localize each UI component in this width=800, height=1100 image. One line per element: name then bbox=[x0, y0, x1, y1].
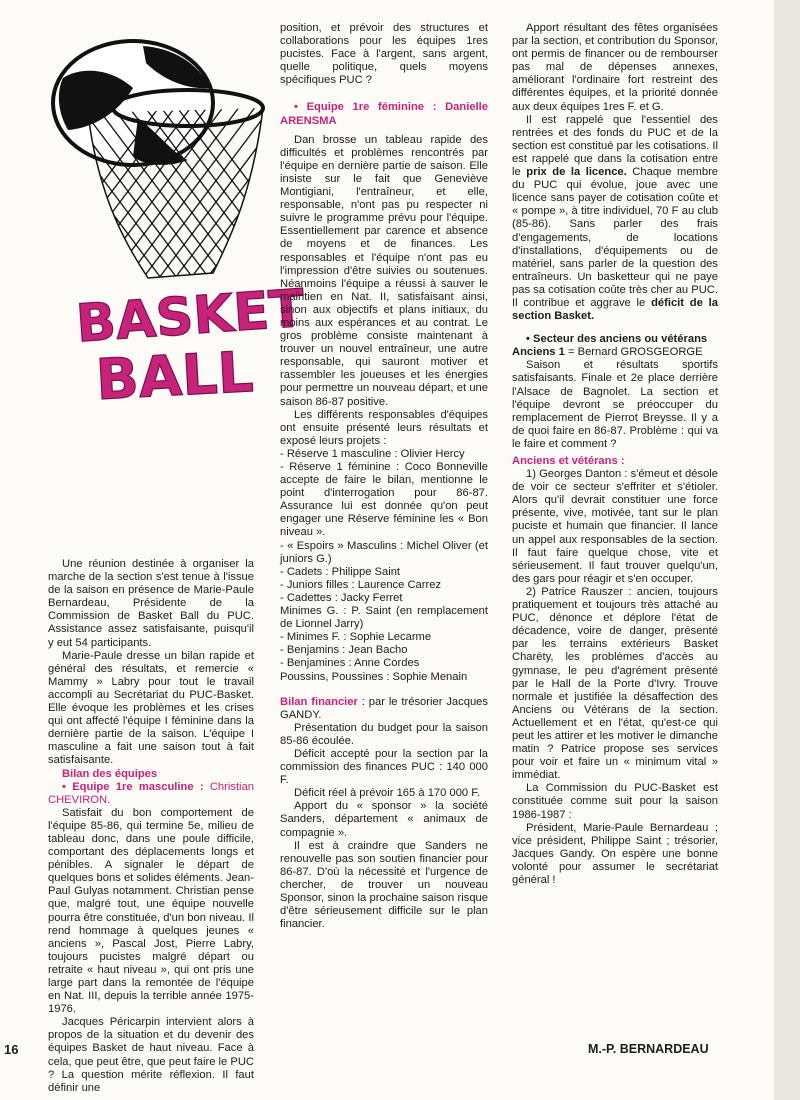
danton-paragraph: 1) Georges Danton : s'émeut et désole de voir ce secteur s'effriter et s'étioler. Alors qu'il devrait constituer une force présente, vive, motivée, tant sur le plan puciste et humain que financier. Il lance un appel aux responsables de la section. Il faut faire quelque chose, vite et sérieusement. Il faut trouver quelqu'un, des gars pour réagir et s'en occuper. bbox=[512, 468, 718, 585]
title-basket: BASKET bbox=[74, 278, 307, 355]
author-signature: M.-P. BERNARDEAU bbox=[588, 1042, 709, 1056]
commission-paragraph: La Commission du PUC-Basket est constituée comme suit pour la saison 1986-1987 : bbox=[512, 782, 718, 821]
list-item: Poussins, Poussines : Sophie Menain bbox=[280, 670, 468, 683]
sector-heading: • Secteur des anciens ou vétérans bbox=[526, 333, 708, 346]
page-number: 16 bbox=[4, 1042, 19, 1057]
list-item: - Cadettes : Jacky Ferret bbox=[280, 591, 403, 604]
column-3 bbox=[512, 22, 718, 887]
fem-report: Dan brosse un tableau rapide des difficultés et problèmes rencontrés par l'équipe en dernière partie de saison. Elle insiste sur le fait que Geneviève Montigiani, l'entraîneur, et elle, responsable, n'ont pas pu respecter ni suivre le programme prévu pour l'équipe. Essentiellement par carence et absence de moyens et de finances. Les responsables et l'équipe n'ont pas eu l'impression d'être suivies ou soutenues. Néanmoins l'équipe a réussi à sauver le maintien en Nat. II, satisfaisant ainsi, sinon aux objectifs et plans initiaux, du moins aux espérances et au contrat. Le gros problème consiste maintenant à trouver un nouvel entraîneur, une autre responsable, qui sauront motiver et rassembler les joueuses et les énergies pour permettre un nouveau départ, et une saison 86-87 positive. bbox=[280, 133, 488, 408]
list-item: - Cadets : Philippe Saint bbox=[280, 565, 401, 578]
list-item: - Réserve 1 féminine : Coco Bonneville accepte de faire le bilan, mentionne le point d'interrogation pour 86-87. Assurance lui est donnée qu'on peut engager une Réserve féminine les « Bon niveau ». bbox=[280, 461, 488, 539]
president-summary: Marie-Paule dresse un bilan rapide et général des résultats, et remercie « Mammy » Labry pour tout le travail accompli au Secrétariat du PUC-Basket. Elle évoque les problèmes et les crises qui ont affecté l'équipe I féminine dans la dernière partie de la saison. L'équipe I masculine a fait une saison tout à fait satisfaisante. bbox=[48, 649, 254, 767]
cotisation-paragraph: Il est rappelé que l'essentiel des rentrées et des fonds du PUC et de la section est constitué par les cotisations. Il est rappelé que dans la cotisation entre le prix de la licence. Chaque membre du PUC qui évolue, joue avec une licence sans payer de cotisation coûte et « pompe », à titre individuel, 70 F au club (85-86). Sans parler des frais d'engagements, de locations d'installations, d'équipements ou de matériel, sans parler de la question des entraîneurs. Un basketteur qui ne paye pas sa cotisation coûte très cher au PUC. Il contribue et aggrave le déficit de la section Basket. bbox=[512, 113, 719, 323]
team-leader-fem: Danielle ARENSMA bbox=[280, 101, 488, 127]
responsables-intro: Les différents responsables d'équipes ont ensuite présenté leurs résultats et exposé leurs projets : bbox=[280, 408, 488, 447]
section-heading-bilan: Bilan des équipes bbox=[62, 767, 158, 780]
list-item: - « Espoirs » Masculins : Michel Oliver (et juniors G.) bbox=[280, 539, 488, 565]
fin-paragraph: Déficit accepté pour la section par la commission des finances PUC : 140 000 F. bbox=[280, 747, 488, 787]
team-heading-masc: • Equipe 1re masculine : Christian CHEVIRON. bbox=[48, 780, 254, 806]
treasurer-line: : par le trésorier Jacques GANDY. bbox=[280, 695, 488, 721]
financial-heading: Bilan financier : par le trésorier Jacques GANDY. bbox=[280, 695, 488, 721]
team-list bbox=[280, 448, 488, 684]
list-item: - Benjamins : Jean Bacho bbox=[280, 644, 408, 657]
veterans-heading: Anciens et vétérans : bbox=[512, 455, 625, 467]
fin-paragraph: Déficit réel à prévoir 165 à 170 000 F. bbox=[294, 787, 480, 800]
list-item: - Réserve 1 masculine : Olivier Hercy bbox=[280, 447, 465, 460]
list-item: - Benjamines : Anne Cordes bbox=[280, 657, 420, 670]
column-2 bbox=[280, 22, 488, 931]
list-item: - Juniors filles : Laurence Carrez bbox=[280, 578, 442, 591]
anciens-1-report: Saison et résultats sportifs satisfaisants. Finale et 2e place derrière l'Alsace de Bagnolet. La section et l'équipe devront se préoccuper du remplacement de Pierrot Breysse. Il y a de quoi faire en 86-87. Problème : qui va le faire et comment ? bbox=[512, 359, 718, 450]
pericarpin-paragraph: Jacques Péricarpin intervient alors à propos de la situation et du devenir des équipes Basket de haut niveau. Face à cela, que peut être, que peut faire le PUC ? La question mérite réflexion. Il faut définir une bbox=[48, 1016, 254, 1094]
fin-paragraph: Il est à craindre que Sanders ne renouvelle pas son soutien financier pour 86-87. D'où la nécessité et l'urgence de chercher, de trouver un nouveau Sponsor, sinon la prochaine saison risque d'être sérieusement difficile sur le plan financier. bbox=[280, 839, 488, 931]
intro-paragraph: Une réunion destinée à organiser la marche de la section s'est tenue à l'issue de la saison en présence de Marie-Paule Bernardeau, Présidente de la Commission de Basket Ball du PUC. Assistance assez satisfaisante, puisqu'il y eut 54 participants. bbox=[48, 558, 254, 649]
title-ball: BALL bbox=[94, 340, 255, 414]
page-edge bbox=[774, 0, 800, 1100]
column-1 bbox=[48, 558, 254, 1095]
fin-paragraph: Apport du « sponsor » la société Sanders, département « animaux de compagnie ». bbox=[280, 800, 488, 839]
team-heading-fem: • Equipe 1re féminine : Danielle ARENSMA bbox=[280, 101, 488, 127]
anciens-1-line: Anciens 1 = Bernard GROSGEORGE bbox=[512, 346, 703, 359]
basketball-net-illustration bbox=[38, 18, 307, 448]
team-leader-masc: Christian CHEVIRON. bbox=[48, 780, 254, 806]
list-item: Minimes G. : P. Saint (en remplacement de Lionnel Jarry) bbox=[280, 605, 488, 631]
fetes-paragraph: Apport résultant des fêtes organisées par la section, et contribution du Sponsor, ont permis de financer ou de rembourser pas mal de dépenses annexes, améliorant l'ordinaire fort restreint des différentes équipes, et la priorité donnée aux deux équipes 1res F. et G. bbox=[512, 22, 718, 113]
list-item: - Minimes F. : Sophie Lecarme bbox=[280, 631, 432, 644]
rauszer-paragraph: 2) Patrice Rauszer : ancien, toujours pratiquement et toujours très attaché au PUC, dénonce et déplore l'état de décadence, voire de danger, présenté par les terrains extérieurs Basket Charéty, les problèmes d'accès au gymnase, le peu d'agrément présenté par le Hall de la Porte d'Ivry. Trouve normale et justifiée la désaffection des Anciens ou Vétérans de la section. Actuellement et en l'état, qu'est-ce qui peut les attirer et les motiver le dimanche matin ? Patrice propose ses services pour voir et faire un « minimum vital » immédiat. bbox=[512, 585, 718, 782]
masc-report: Satisfait du bon comportement de l'équipe 85-86, qui termine 5e, milieu de tableau donc, dans une poule difficile, comportant des déplacements longs et pénibles. A signaler le départ de quelques bons et solides éléments. Jean-Paul Gulyas notamment. Christian pense que, malgré tout, une équipe nouvelle pourra être constituée, d'un bon niveau. Il rend hommage à quelques jeunes « anciens », Pascal Jost, Pierre Labry, toujours pucistes malgré départ ou retraite « haut niveau », qui ont pris une large part dans la remontée de l'équipe en Nat. III, depuis la terrible année 1975-1976. bbox=[48, 806, 254, 1016]
fin-paragraph: Présentation du budget pour la saison 85-86 écoulée. bbox=[280, 721, 488, 747]
continued-paragraph: position, et prévoir des structures et collaborations pour les équipes 1res pucistes. Face à l'argent, sans argent, quelle politique, quels moyens spécifiques PUC ? bbox=[280, 22, 488, 87]
officers-paragraph: Président, Marie-Paule Bernardeau ; vice président, Philippe Saint ; trésorier, Jacques Gandy. On espère une bonne volonté pour assumer le secrétariat général ! bbox=[512, 821, 718, 886]
